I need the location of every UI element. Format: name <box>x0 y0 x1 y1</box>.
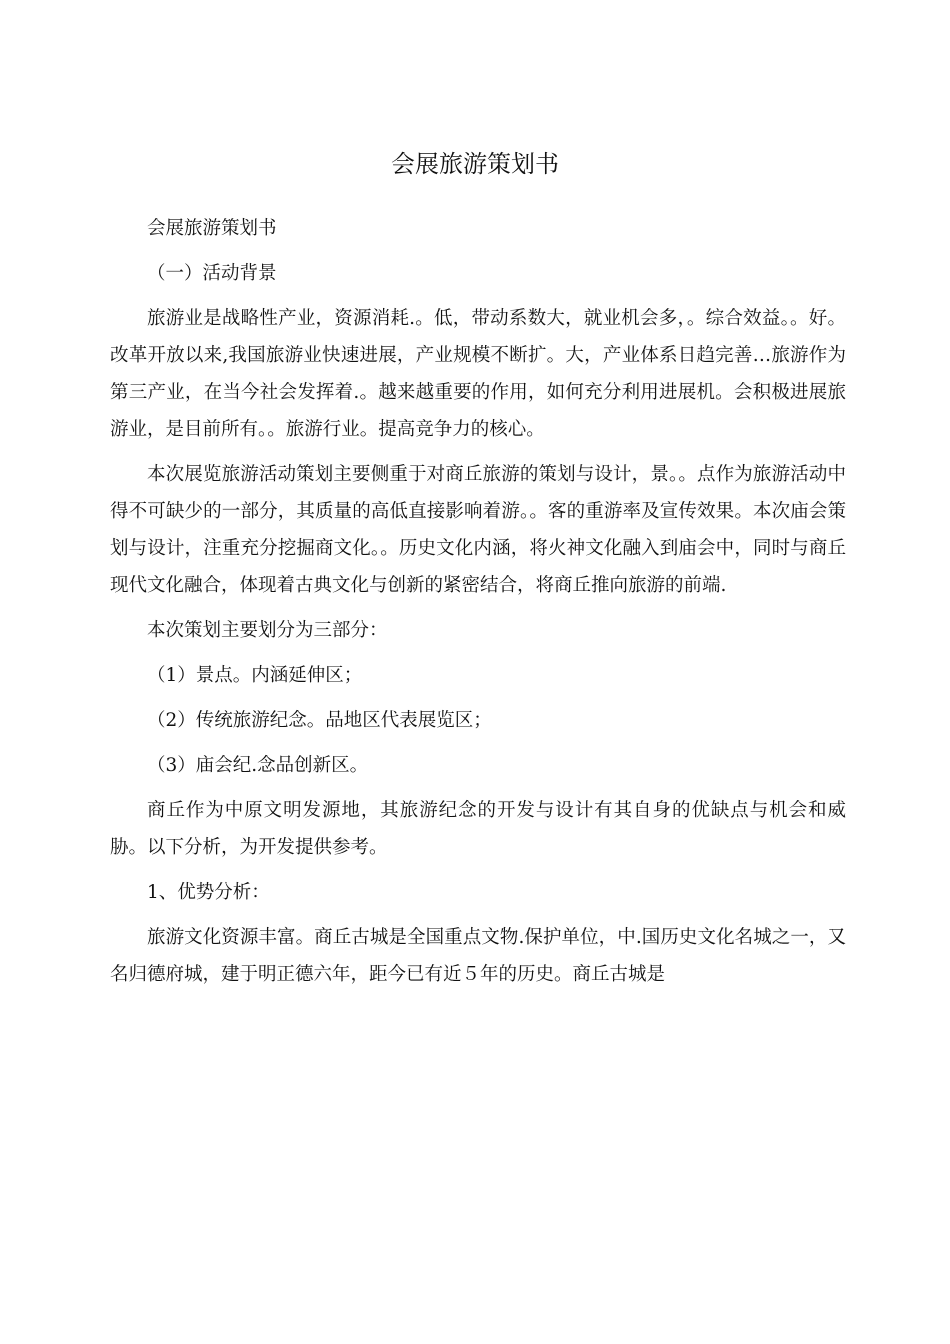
paragraph-shangqiu-analysis: 商丘作为中原文明发源地，其旅游纪念的开发与设计有其自身的优缺点与机会和威胁。以下分析，为开发提供参考。 <box>110 800 846 858</box>
paragraph-tourism-industry: 旅游业是战略性产业，资源消耗.。低，带动系数大，就业机会多，。综合效益。。好。改革开放以来,我国旅游业快速进展，产业规模不断扩。大，产业体系日趋完善…旅游作为第三产业，在当今社会发挥着.。越来越重要的作用，如何充分利用进展机。会积极进展旅游业，是目前所有。。旅游行业。提高竞争力的核心。 <box>110 308 846 440</box>
list-item-part-1: （1）景点。内涵延伸区； <box>147 665 363 686</box>
paragraph-cultural-resources: 旅游文化资源丰富。商丘古城是全国重点文物.保护单位，中.国历史文化名城之一，又名归德府城，建于明正德六年，距今已有近５年的历史。商丘古城是 <box>110 927 846 985</box>
document-title: 会展旅游策划书 <box>391 150 559 178</box>
paragraph-subtitle: 会展旅游策划书 <box>147 218 277 239</box>
list-item-part-2: （2）传统旅游纪念。品地区代表展览区； <box>147 710 492 731</box>
paragraph-advantage-heading: 1、优势分析： <box>147 882 270 903</box>
paragraph-section-heading: （一）活动背景 <box>147 263 277 284</box>
document-body <box>110 210 846 1001</box>
list-item-part-3: （3）庙会纪.念品创新区。 <box>147 755 369 776</box>
paragraph-three-parts: 本次策划主要划分为三部分： <box>147 620 388 641</box>
paragraph-plan-focus: 本次展览旅游活动策划主要侧重于对商丘旅游的策划与设计，景。。点作为旅游活动中得不可缺少的一部分，其质量的高低直接影响着游。。客的重游率及宣传效果。本次庙会策划与设计，注重充分挖掘商文化。。历史文化内涵，将火神文化融入到庙会中，同时与商丘现代文化融合，体现着古典文化与创新的紧密结合，将商丘推向旅游的前端. <box>110 464 846 596</box>
